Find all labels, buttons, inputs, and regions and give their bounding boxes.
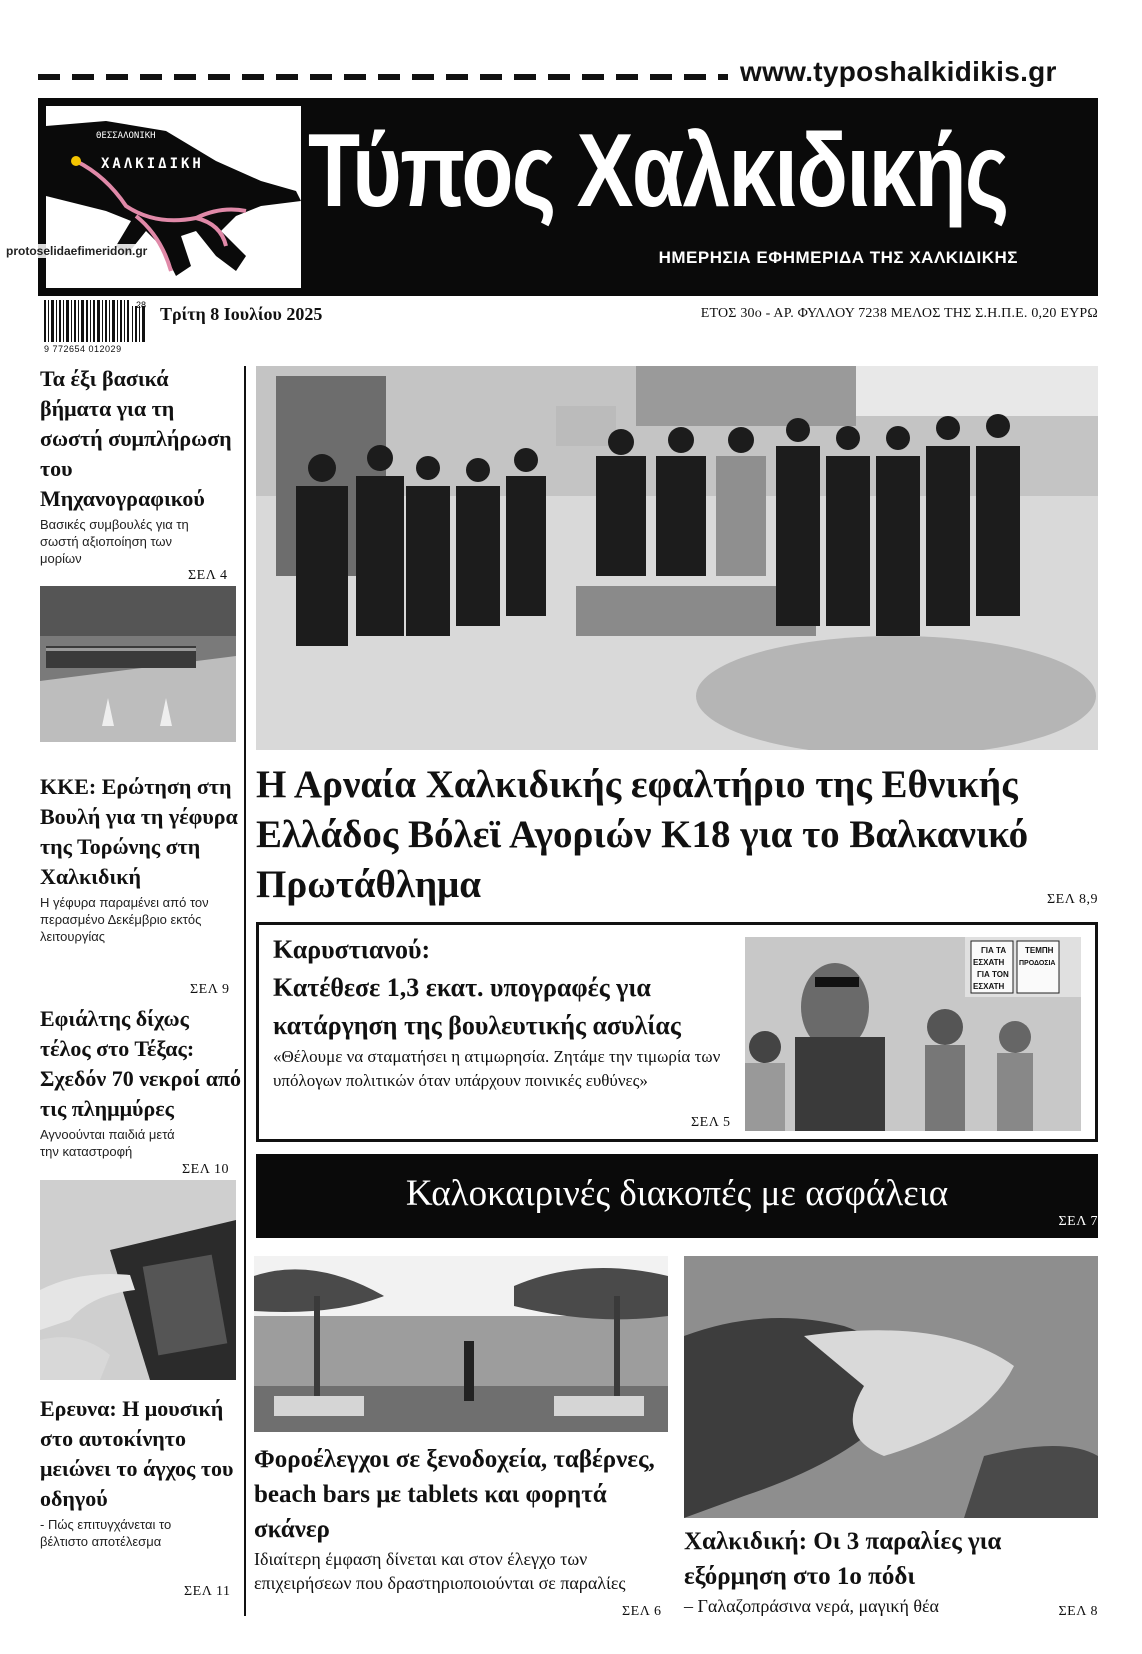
karystianou-story-box[interactable] <box>256 922 1098 1142</box>
paper-title: Τύπος Χαλκιδικής <box>308 113 1008 229</box>
left-story-2-page: ΣΕΛ 9 <box>190 982 230 997</box>
placard-text-1: ΓΙΑ ΤΑ <box>981 946 1007 955</box>
box-story-page: ΣΕΛ 5 <box>691 1115 731 1130</box>
map-label-chalkidiki: ΧΑΛΚΙΔΙΚΗ <box>101 156 204 172</box>
left-story-4-sub: - Πώς επιτυγχάνεται το βέλτιστο αποτέλεσμα <box>40 1517 172 1549</box>
left-story-1-headline[interactable]: Τα έξι βασικά βήματα για τη σωστή συμπλήρωση του Μηχανογραφικού <box>40 366 232 511</box>
protest-photo <box>745 937 1081 1131</box>
placard-text-3: ΤΕΜΠΗ <box>1025 946 1054 955</box>
tax-audit-headline[interactable]: Φοροέλεγχοι σε ξενοδοχεία, ταβέρνες, beach bars με tablets και φορητά σκάνερ <box>254 1446 655 1543</box>
box-story-quote: «Θέλουμε να σταματήσει η ατιμωρησία. Ζητάμε την τιμωρία των υπόλογων πολιτικών όταν υπάρχουν ποινικές ευθύνες» <box>273 1047 721 1090</box>
main-story-page: ΣΕΛ 8,9 <box>1047 892 1098 907</box>
left-story-1[interactable] <box>40 364 236 567</box>
masthead <box>38 98 1098 296</box>
beaches-page: ΣΕΛ 8 <box>1058 1604 1098 1619</box>
left-story-4-page: ΣΕΛ 11 <box>184 1584 231 1599</box>
site-url-link[interactable]: www.typoshalkidikis.gr <box>740 56 1057 87</box>
barcode-icon <box>44 300 148 342</box>
car-dashboard-photo <box>40 1180 236 1380</box>
column-divider <box>244 366 246 1616</box>
placard-text-5: ΓΙΑ ΤΟΝ <box>977 970 1009 979</box>
map-label-thessaloniki: ΘΕΣΣΑΛΟΝΙΚΗ <box>96 131 156 141</box>
chalkidiki-map <box>46 106 301 288</box>
banner-page: ΣΕΛ 7 <box>1058 1214 1098 1229</box>
left-story-1-sub: Βασικές συμβουλές για τη σωστή αξιοποίηση των μορίων <box>40 517 189 566</box>
left-story-3-sub: Αγνοούνται παιδιά μετά την καταστροφή <box>40 1127 175 1159</box>
beaches-story[interactable] <box>684 1524 1024 1618</box>
left-story-2[interactable] <box>40 772 240 945</box>
placard-text-4: ΠΡΟΔΟΣΙΑ <box>1019 960 1056 967</box>
beaches-sub: – Γαλαζοπράσινα νερά, μαγική θέα <box>684 1596 939 1616</box>
left-story-4[interactable] <box>40 1394 236 1550</box>
main-headline[interactable]: Η Αρναία Χαλκιδικής εφαλτήριο της Εθνικής Ελλάδος Βόλεϊ Αγοριών Κ18 για το Βαλκανικό Πρωτάθλημα <box>256 763 1029 906</box>
left-story-3-headline[interactable]: Εφιάλτης δίχως τέλος στο Τέξας: Σχεδόν 70 νεκροί από τις πλημμύρες <box>40 1006 242 1121</box>
issue-meta: ΕΤΟΣ 30ο - ΑΡ. ΦΥΛΛΟΥ 7238 ΜΕΛΟΣ ΤΗΣ Σ.Η.Π.Ε. 0,20 ΕΥΡΩ <box>700 306 1098 321</box>
placard-text-6: ΕΣΧΑΤΗ <box>973 982 1005 991</box>
barcode-addon: 28 <box>136 300 147 310</box>
top-dashed-rule <box>38 74 728 80</box>
box-story-headline[interactable]: Κατέθεσε 1,3 εκατ. υπογραφές για κατάργηση της βουλευτικής ασυλίας <box>273 973 681 1040</box>
beach-bar-photo <box>254 1256 668 1432</box>
paper-subtitle: ΗΜΕΡΗΣΙΑ ΕΦΗΜΕΡΙΔΑ ΤΗΣ ΧΑΛΚΙΔΙΚΗΣ <box>658 248 1018 267</box>
summer-safety-banner[interactable]: Καλοκαιρινές διακοπές με ασφάλεια <box>256 1154 1098 1238</box>
left-story-2-headline[interactable]: ΚΚΕ: Ερώτηση στη Βουλή για τη γέφυρα της Τορώνης στη Χαλκιδική <box>40 774 238 889</box>
placard-text-2: ΕΣΧΑΤΗ <box>973 958 1005 967</box>
left-story-4-headline[interactable]: Ερευνα: Η μουσική στο αυτοκίνητο μειώνει το άγχος του οδηγού <box>40 1396 234 1511</box>
beaches-headline[interactable]: Χαλκιδική: Οι 3 παραλίες για εξόρμηση στο 1ο πόδι <box>684 1528 1002 1590</box>
watermark-label: protoselidaefimeridon.gr <box>6 244 148 258</box>
bridge-photo <box>40 586 236 742</box>
tax-audit-sub: Ιδιαίτερη έμφαση δίνεται και στον έλεγχο των επιχειρήσεων που δραστηριοποιούνται σε παραλίες <box>254 1549 626 1593</box>
left-story-3[interactable] <box>40 1004 244 1160</box>
volleyball-team-photo <box>256 366 1098 750</box>
issue-date: Τρίτη 8 Ιουλίου 2025 <box>160 304 323 324</box>
left-story-1-page: ΣΕΛ 4 <box>188 568 228 583</box>
box-story-title: Καρυστιανού: <box>273 935 431 964</box>
barcode-number: 9 772654 012029 <box>44 344 122 354</box>
left-story-3-page: ΣΕΛ 10 <box>182 1162 229 1177</box>
aerial-beach-photo <box>684 1256 1098 1518</box>
tax-audit-story[interactable] <box>254 1442 668 1595</box>
left-story-2-sub: Η γέφυρα παραμένει από τον περασμένο Δεκέμβριο εκτός λειτουργίας <box>40 895 209 944</box>
tax-audit-page: ΣΕΛ 6 <box>622 1604 662 1619</box>
